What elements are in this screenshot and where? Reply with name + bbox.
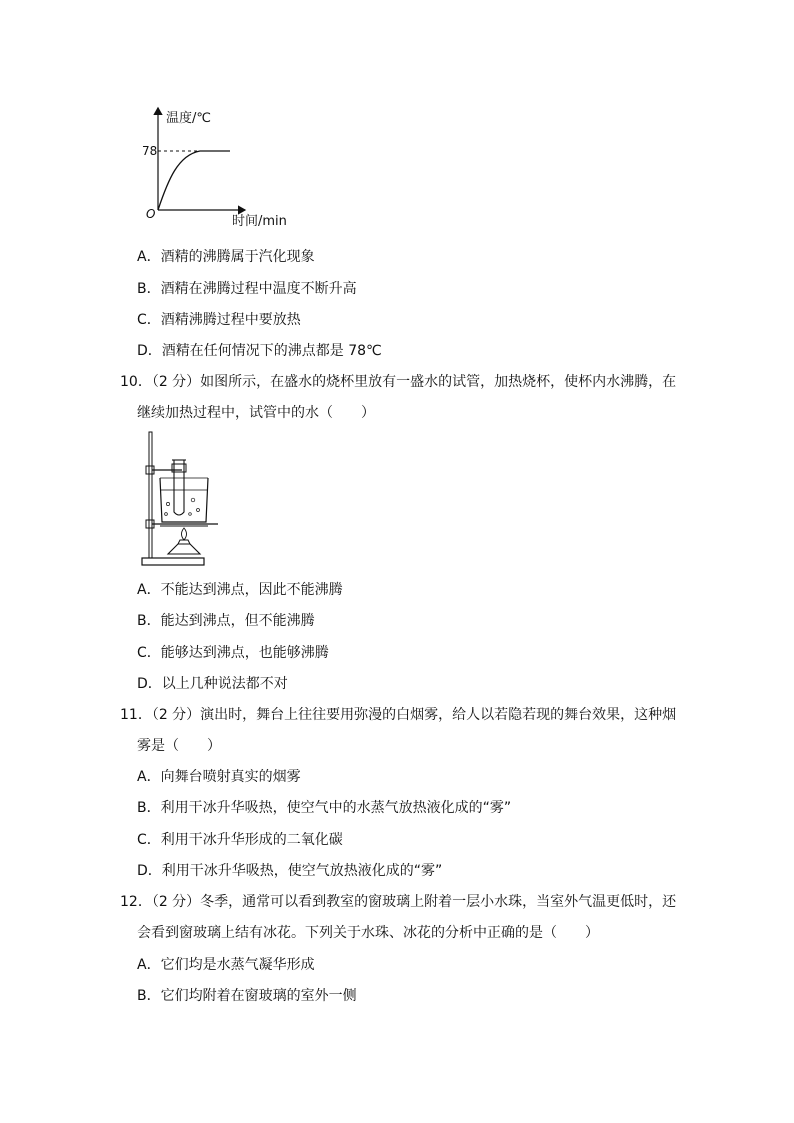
q9-option-b: B．酒精在沸腾过程中温度不断升高 bbox=[137, 281, 357, 297]
q11-option-c: C．利用干冰升华形成的二氧化碳 bbox=[137, 832, 343, 848]
q12-option-b: B．它们均附着在窗玻璃的室外一侧 bbox=[137, 988, 357, 1004]
q10-option-a: A．不能达到沸点，因此不能沸腾 bbox=[137, 582, 343, 598]
q10-option-d: D．以上几种说法都不对 bbox=[137, 676, 288, 692]
temperature-curve bbox=[158, 151, 230, 210]
q11-option-b: B．利用干冰升华吸热，使空气中的水蒸气放热液化成的“雾” bbox=[137, 800, 512, 816]
beaker-test-tube-apparatus bbox=[138, 428, 220, 573]
q10-option-c: C．能够达到沸点，也能够沸腾 bbox=[137, 645, 329, 661]
q12-stem-line2: 会看到窗玻璃上结有冰花。下列关于水珠、冰花的分析中正确的是（ ） bbox=[137, 925, 599, 941]
x-axis-label: 时间/min bbox=[232, 214, 287, 229]
q11-stem-line1: 11．（2 分）演出时，舞台上往往要用弥漫的白烟雾，给人以若隐若现的舞台效果，这种烟 bbox=[120, 707, 677, 723]
q11-stem-line2: 雾是（ ） bbox=[137, 738, 221, 754]
q11-option-d: D．利用干冰升华吸热，使空气放热液化成的“雾” bbox=[137, 863, 443, 879]
temperature-time-graph bbox=[130, 100, 310, 235]
q9-option-c: C．酒精沸腾过程中要放热 bbox=[137, 312, 301, 328]
q10-stem-line2: 继续加热过程中，试管中的水（ ） bbox=[137, 405, 375, 421]
origin-label: O bbox=[146, 207, 156, 221]
tick-label-78: 78 bbox=[142, 144, 158, 158]
q11-option-a: A．向舞台喷射真实的烟雾 bbox=[137, 769, 301, 785]
q12-option-a: A．它们均是水蒸气凝华形成 bbox=[137, 957, 315, 973]
y-axis-label: 温度/℃ bbox=[166, 111, 211, 126]
q10-stem-line1: 10．（2 分）如图所示，在盛水的烧杯里放有一盛水的试管，加热烧杯，使杯内水沸腾，在 bbox=[120, 374, 677, 390]
q9-option-d: D．酒精在任何情况下的沸点都是 78℃ bbox=[137, 343, 382, 359]
q12-stem-line1: 12．（2 分）冬季，通常可以看到教室的窗玻璃上附着一层小水珠，当室外气温更低时，还 bbox=[120, 894, 677, 910]
q9-option-a: A．酒精的沸腾属于汽化现象 bbox=[137, 249, 315, 265]
q10-option-b: B．能达到沸点，但不能沸腾 bbox=[137, 613, 315, 629]
